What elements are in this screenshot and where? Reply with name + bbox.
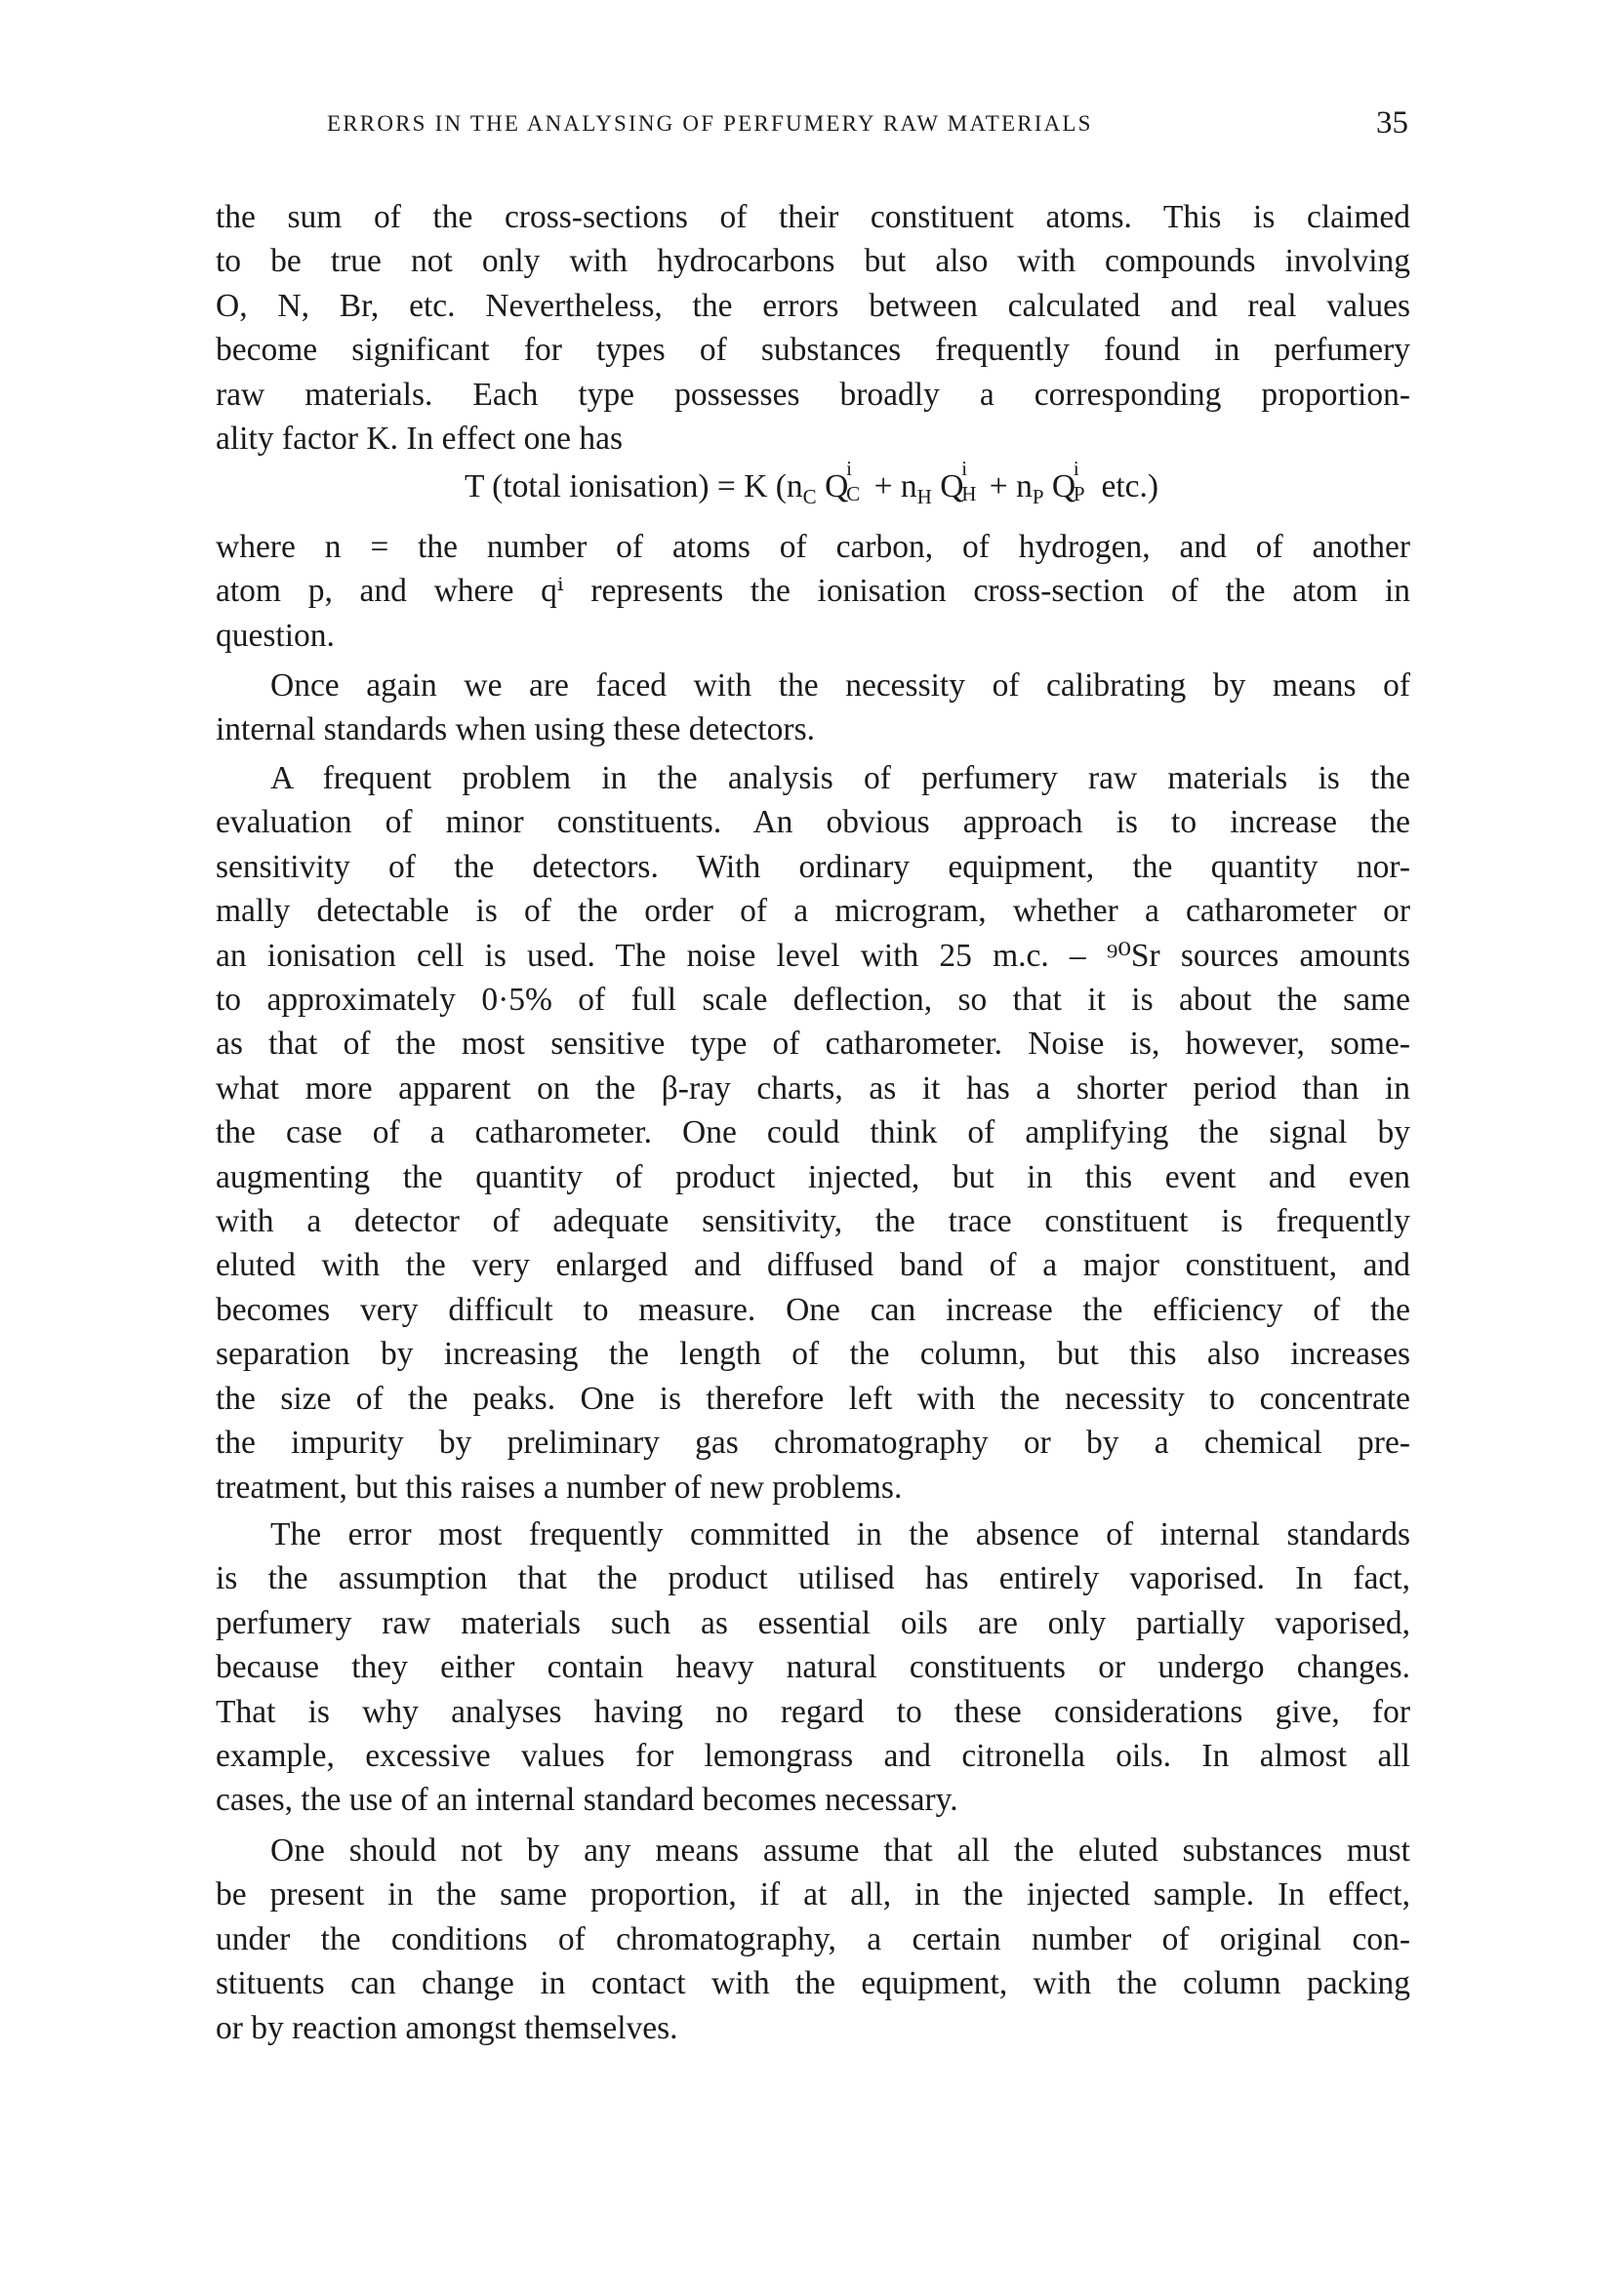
paragraph	[216, 664, 1410, 752]
text-line: be present in the same proportion, if at all, in the injected sample. In effect,	[216, 1876, 1410, 1913]
text-line: as that of the most sensitive type of catharometer. Noise is, however, some-	[216, 1026, 1410, 1063]
text-line: the size of the peaks. One is therefore left with the necessity to concentrate	[216, 1380, 1410, 1417]
text-line: the case of a catharometer. One could think of amplifying the signal by	[216, 1114, 1410, 1151]
text-line: That is why analyses having no regard to these considerations give, for	[216, 1693, 1410, 1730]
paragraph	[216, 1829, 1410, 2050]
text-line: is the assumption that the product utilised has entirely vaporised. In fact,	[216, 1560, 1410, 1597]
text-line: separation by increasing the length of the column, but this also increases	[216, 1336, 1410, 1373]
formula-q: Q	[940, 468, 964, 504]
text-line: where n = the number of atoms of carbon, of hydrogen, and of another	[216, 529, 1410, 565]
text-line: atom p, and where qⁱ represents the ionisation cross-section of the atom in	[216, 573, 1410, 610]
formula-q-term	[1051, 457, 1093, 505]
text-line: raw materials. Each type possesses broadly a corresponding proportion-	[216, 376, 1410, 413]
text-line: perfumery raw materials such as essential oils are only partially vaporised,	[216, 1604, 1410, 1641]
formula-tail: etc.)	[1093, 468, 1159, 504]
paragraph	[216, 525, 1410, 658]
paragraph	[216, 756, 1410, 1510]
formula-sub: C	[802, 485, 817, 508]
paragraph	[216, 195, 1410, 461]
text-line: The error most frequently committed in the absence of internal standards	[270, 1516, 1410, 1552]
text-line: example, excessive values for lemongrass and citronella oils. In almost all	[216, 1738, 1410, 1775]
formula-q: Q	[1051, 468, 1076, 504]
formula-sub: P	[1032, 485, 1044, 508]
text-line: ality factor K. In effect one has	[216, 421, 624, 458]
text-line: internal standards when using these detectors.	[216, 711, 815, 748]
formula-sup: i	[961, 457, 968, 480]
text-line: an ionisation cell is used. The noise level with 25 m.c. – ⁹⁰Sr sources amounts	[216, 937, 1410, 974]
formula-lhs: T (total ionisation) = K (n	[464, 468, 803, 504]
formula-sub: C	[846, 482, 861, 505]
text-line: to be true not only with hydrocarbons but also with compounds involving	[216, 243, 1410, 280]
text-line: what more apparent on the β-ray charts, as it has a shorter period than in	[216, 1069, 1410, 1107]
text-line: treatment, but this raises a number of new problems.	[216, 1469, 903, 1506]
running-title: ERRORS IN THE ANALYSING OF PERFUMERY RAW MATERIALS	[327, 111, 1093, 136]
page-number: 35	[1376, 105, 1408, 141]
text-line: mally detectable is of the order of a microgram, whether a catharometer or	[216, 893, 1410, 930]
equation-total-ionisation	[0, 457, 1623, 509]
formula-plus: + n	[981, 468, 1033, 504]
text-line: with a detector of adequate sensitivity, the trace constituent is frequently	[216, 1203, 1410, 1240]
text-line: cases, the use of an internal standard becomes necessary.	[216, 1782, 958, 1819]
formula-sub: H	[916, 485, 932, 508]
text-line: One should not by any means assume that all the eluted substances must	[270, 1833, 1410, 1869]
formula-q: Q	[825, 468, 849, 504]
text-line: become significant for types of substances frequently found in perfumery	[216, 332, 1410, 369]
text-line: O, N, Br, etc. Nevertheless, the errors between calculated and real values	[216, 287, 1410, 324]
text-line: evaluation of minor constituents. An obvious approach is to increase the	[216, 804, 1410, 841]
text-line: the sum of the cross-sections of their constituent atoms. This is claimed	[216, 199, 1410, 235]
text-line: augmenting the quantity of product injected, but in this event and even	[216, 1158, 1410, 1195]
formula-sub: H	[961, 482, 977, 505]
text-line: under the conditions of chromatography, a certain number of original con-	[216, 1920, 1410, 1957]
text-line: Once again we are faced with the necessity of calibrating by means of	[270, 667, 1410, 704]
formula-sup: i	[1073, 457, 1079, 480]
formula-q-term	[825, 457, 866, 505]
text-line: sensitivity of the detectors. With ordinary equipment, the quantity nor-	[216, 848, 1410, 885]
text-line: eluted with the very enlarged and diffused band of a major constituent, and	[216, 1247, 1410, 1284]
text-line: question.	[216, 617, 335, 654]
text-line: because they either contain heavy natural constituents or undergo changes.	[216, 1649, 1410, 1686]
paragraph	[216, 1512, 1410, 1823]
text-line: to approximately 0·5% of full scale deflection, so that it is about the same	[216, 982, 1410, 1019]
text-line: A frequent problem in the analysis of perfumery raw materials is the	[270, 760, 1410, 796]
text-line: or by reaction amongst themselves.	[216, 2009, 678, 2046]
text-line: stituents can change in contact with the equipment, with the column packing	[216, 1965, 1410, 2002]
formula-q-term	[940, 457, 981, 505]
formula-plus: + n	[866, 468, 917, 504]
formula-sub: P	[1073, 482, 1085, 505]
text-line: becomes very difficult to measure. One can increase the efficiency of the	[216, 1291, 1410, 1328]
text-line: the impurity by preliminary gas chromatography or by a chemical pre-	[216, 1425, 1410, 1462]
formula-sup: i	[846, 457, 852, 480]
